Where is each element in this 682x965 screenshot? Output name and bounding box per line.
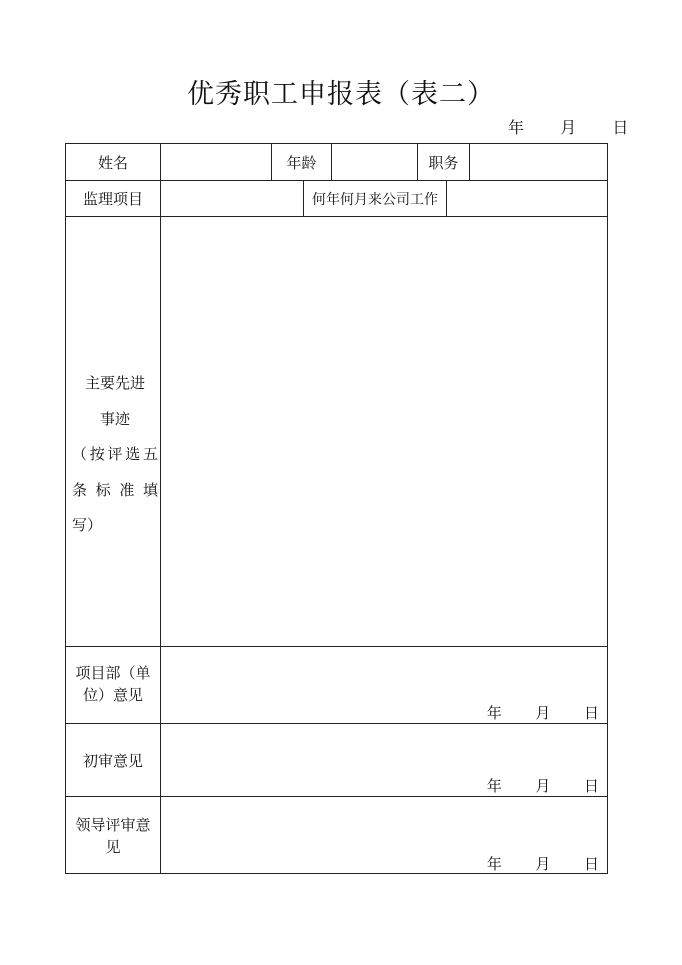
header-date xyxy=(508,115,628,138)
first-month-label: 月 xyxy=(535,777,551,795)
dept-year-label: 年 xyxy=(486,704,502,722)
project-field[interactable] xyxy=(161,182,302,215)
name-field[interactable] xyxy=(161,145,270,179)
leader-review-line-1: 领导评审意 xyxy=(75,816,151,834)
first-day-label: 日 xyxy=(583,777,599,795)
dept-opinion-label xyxy=(66,662,160,706)
leader-year-label: 年 xyxy=(486,855,502,873)
application-form-table xyxy=(65,143,608,874)
page-title: 优秀职工申报表（表二） xyxy=(187,79,495,110)
leader-review-label xyxy=(66,814,160,858)
dept-opinion-date xyxy=(487,702,599,723)
dept-opinion-line-2: 位）意见 xyxy=(82,686,143,704)
deeds-line-4: 条标准填 xyxy=(72,480,158,499)
day-label: 日 xyxy=(612,118,629,137)
deeds-line-2: 事迹 xyxy=(99,409,130,428)
deeds-line-3: （按评选五 xyxy=(72,445,158,463)
project-label: 监理项目 xyxy=(82,190,143,208)
month-label: 月 xyxy=(560,118,577,137)
position-label: 职务 xyxy=(428,153,459,172)
leader-review-line-2: 见 xyxy=(105,838,121,856)
name-label: 姓名 xyxy=(97,153,128,172)
first-review-label: 初审意见 xyxy=(82,751,143,770)
leader-day-label: 日 xyxy=(583,855,599,873)
deeds-line-5: 写） xyxy=(72,516,103,534)
deeds-line-1: 主要先进 xyxy=(84,374,145,392)
main-deeds-field[interactable] xyxy=(161,217,607,645)
dept-month-label: 月 xyxy=(535,704,551,722)
leader-month-label: 月 xyxy=(535,855,551,873)
first-year-label: 年 xyxy=(486,777,502,795)
dept-day-label: 日 xyxy=(583,704,599,722)
first-review-date xyxy=(487,775,599,796)
year-label: 年 xyxy=(508,118,525,137)
leader-review-date xyxy=(487,853,599,874)
dept-opinion-line-1: 项目部（单 xyxy=(75,664,151,682)
age-label: 年龄 xyxy=(286,153,317,172)
position-field[interactable] xyxy=(470,145,607,179)
age-field[interactable] xyxy=(332,145,416,179)
join-date-field[interactable] xyxy=(447,182,607,215)
main-deeds-label xyxy=(72,366,158,544)
join-date-label: 何年何月来公司工作 xyxy=(312,191,438,208)
